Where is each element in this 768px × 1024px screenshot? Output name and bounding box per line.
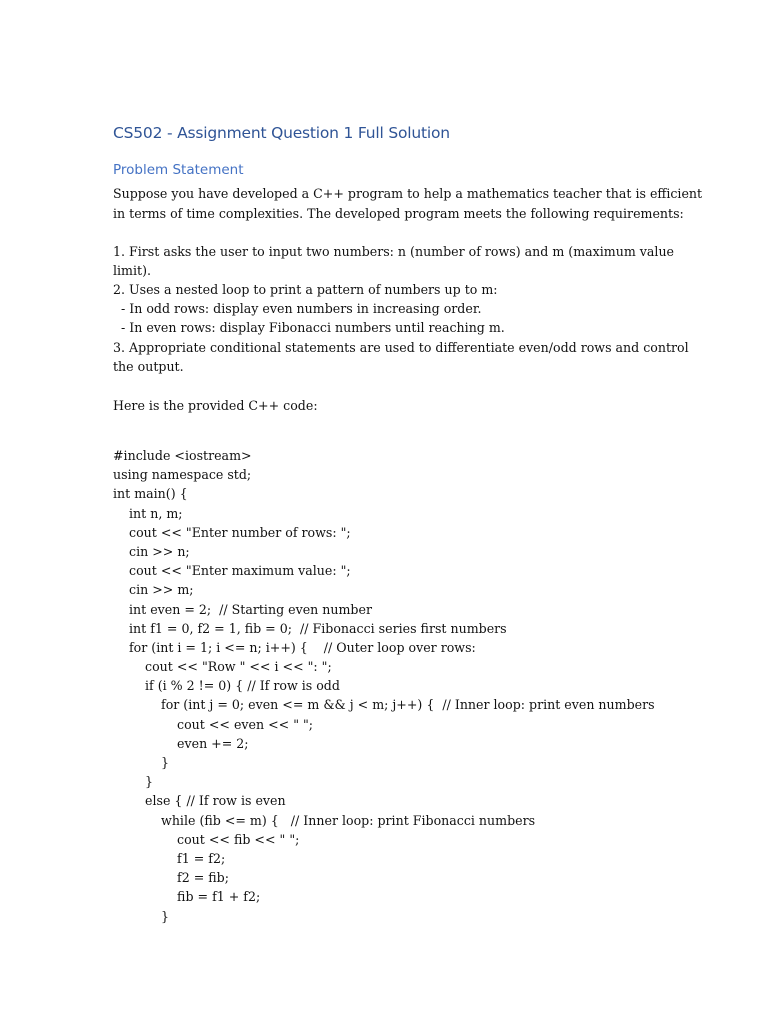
code-line: int even = 2; // Starting even number [113, 601, 372, 617]
requirement-line-7: the output. [113, 359, 184, 374]
intro-line-2: in terms of time complexities. The developed program meets the following requirements: [113, 206, 684, 221]
requirement-line-6: 3. Appropriate conditional statements are used to differentiate even/odd rows and control [113, 340, 689, 355]
intro-line-1: Suppose you have developed a C++ program to help a mathematics teacher that is efficient [113, 186, 703, 201]
code-line: f2 = fib; [113, 870, 229, 886]
code-line: int f1 = 0, f2 = 1, fib = 0; // Fibonacci series first numbers [113, 620, 507, 636]
code-line: cin >> m; [113, 582, 194, 598]
code-line: cout << even << " "; [113, 716, 314, 732]
code-line: while (fib <= m) { // Inner loop: print Fibonacci numbers [113, 812, 536, 828]
code-line: cout << fib << " "; [113, 831, 300, 847]
code-line: } [113, 908, 170, 924]
code-line: int n, m; [113, 505, 183, 521]
code-line: cin >> n; [113, 543, 190, 559]
code-line: } [113, 774, 154, 790]
code-line: fib = f1 + f2; [113, 889, 261, 905]
code-line: cout << "Enter maximum value: "; [113, 563, 351, 579]
requirement-line-5: - In even rows: display Fibonacci numbers until reaching m. [113, 320, 505, 335]
problem-statement-heading: Problem Statement [113, 162, 244, 178]
requirement-line-4: - In odd rows: display even numbers in increasing order. [113, 301, 482, 316]
requirement-line-3: 2. Uses a nested loop to print a pattern of numbers up to m: [113, 282, 498, 297]
code-intro: Here is the provided C++ code: [113, 398, 318, 413]
code-line: even += 2; [113, 735, 249, 751]
code-line: cout << "Row " << i << ": "; [113, 659, 332, 675]
code-line: cout << "Enter number of rows: "; [113, 524, 351, 540]
code-block [113, 446, 655, 926]
code-line: else { // If row is even [113, 793, 286, 809]
requirement-line-2: limit). [113, 263, 152, 278]
code-line: #include <iostream> [113, 448, 252, 463]
code-line: using namespace std; [113, 467, 252, 483]
code-line: } [113, 755, 170, 770]
code-line: int main() { [113, 486, 188, 502]
code-line: f1 = f2; [113, 850, 226, 866]
code-line: for (int j = 0; even <= m && j < m; j++) { // Inner loop: print even numbers [113, 697, 655, 713]
document-title: CS502 - Assignment Question 1 Full Solution [113, 124, 450, 142]
code-line: for (int i = 1; i <= n; i++) { // Outer loop over rows: [113, 639, 476, 655]
code-line: if (i % 2 != 0) { // If row is odd [113, 678, 340, 694]
requirement-line-1: 1. First asks the user to input two numbers: n (number of rows) and m (maximum value [113, 244, 675, 259]
